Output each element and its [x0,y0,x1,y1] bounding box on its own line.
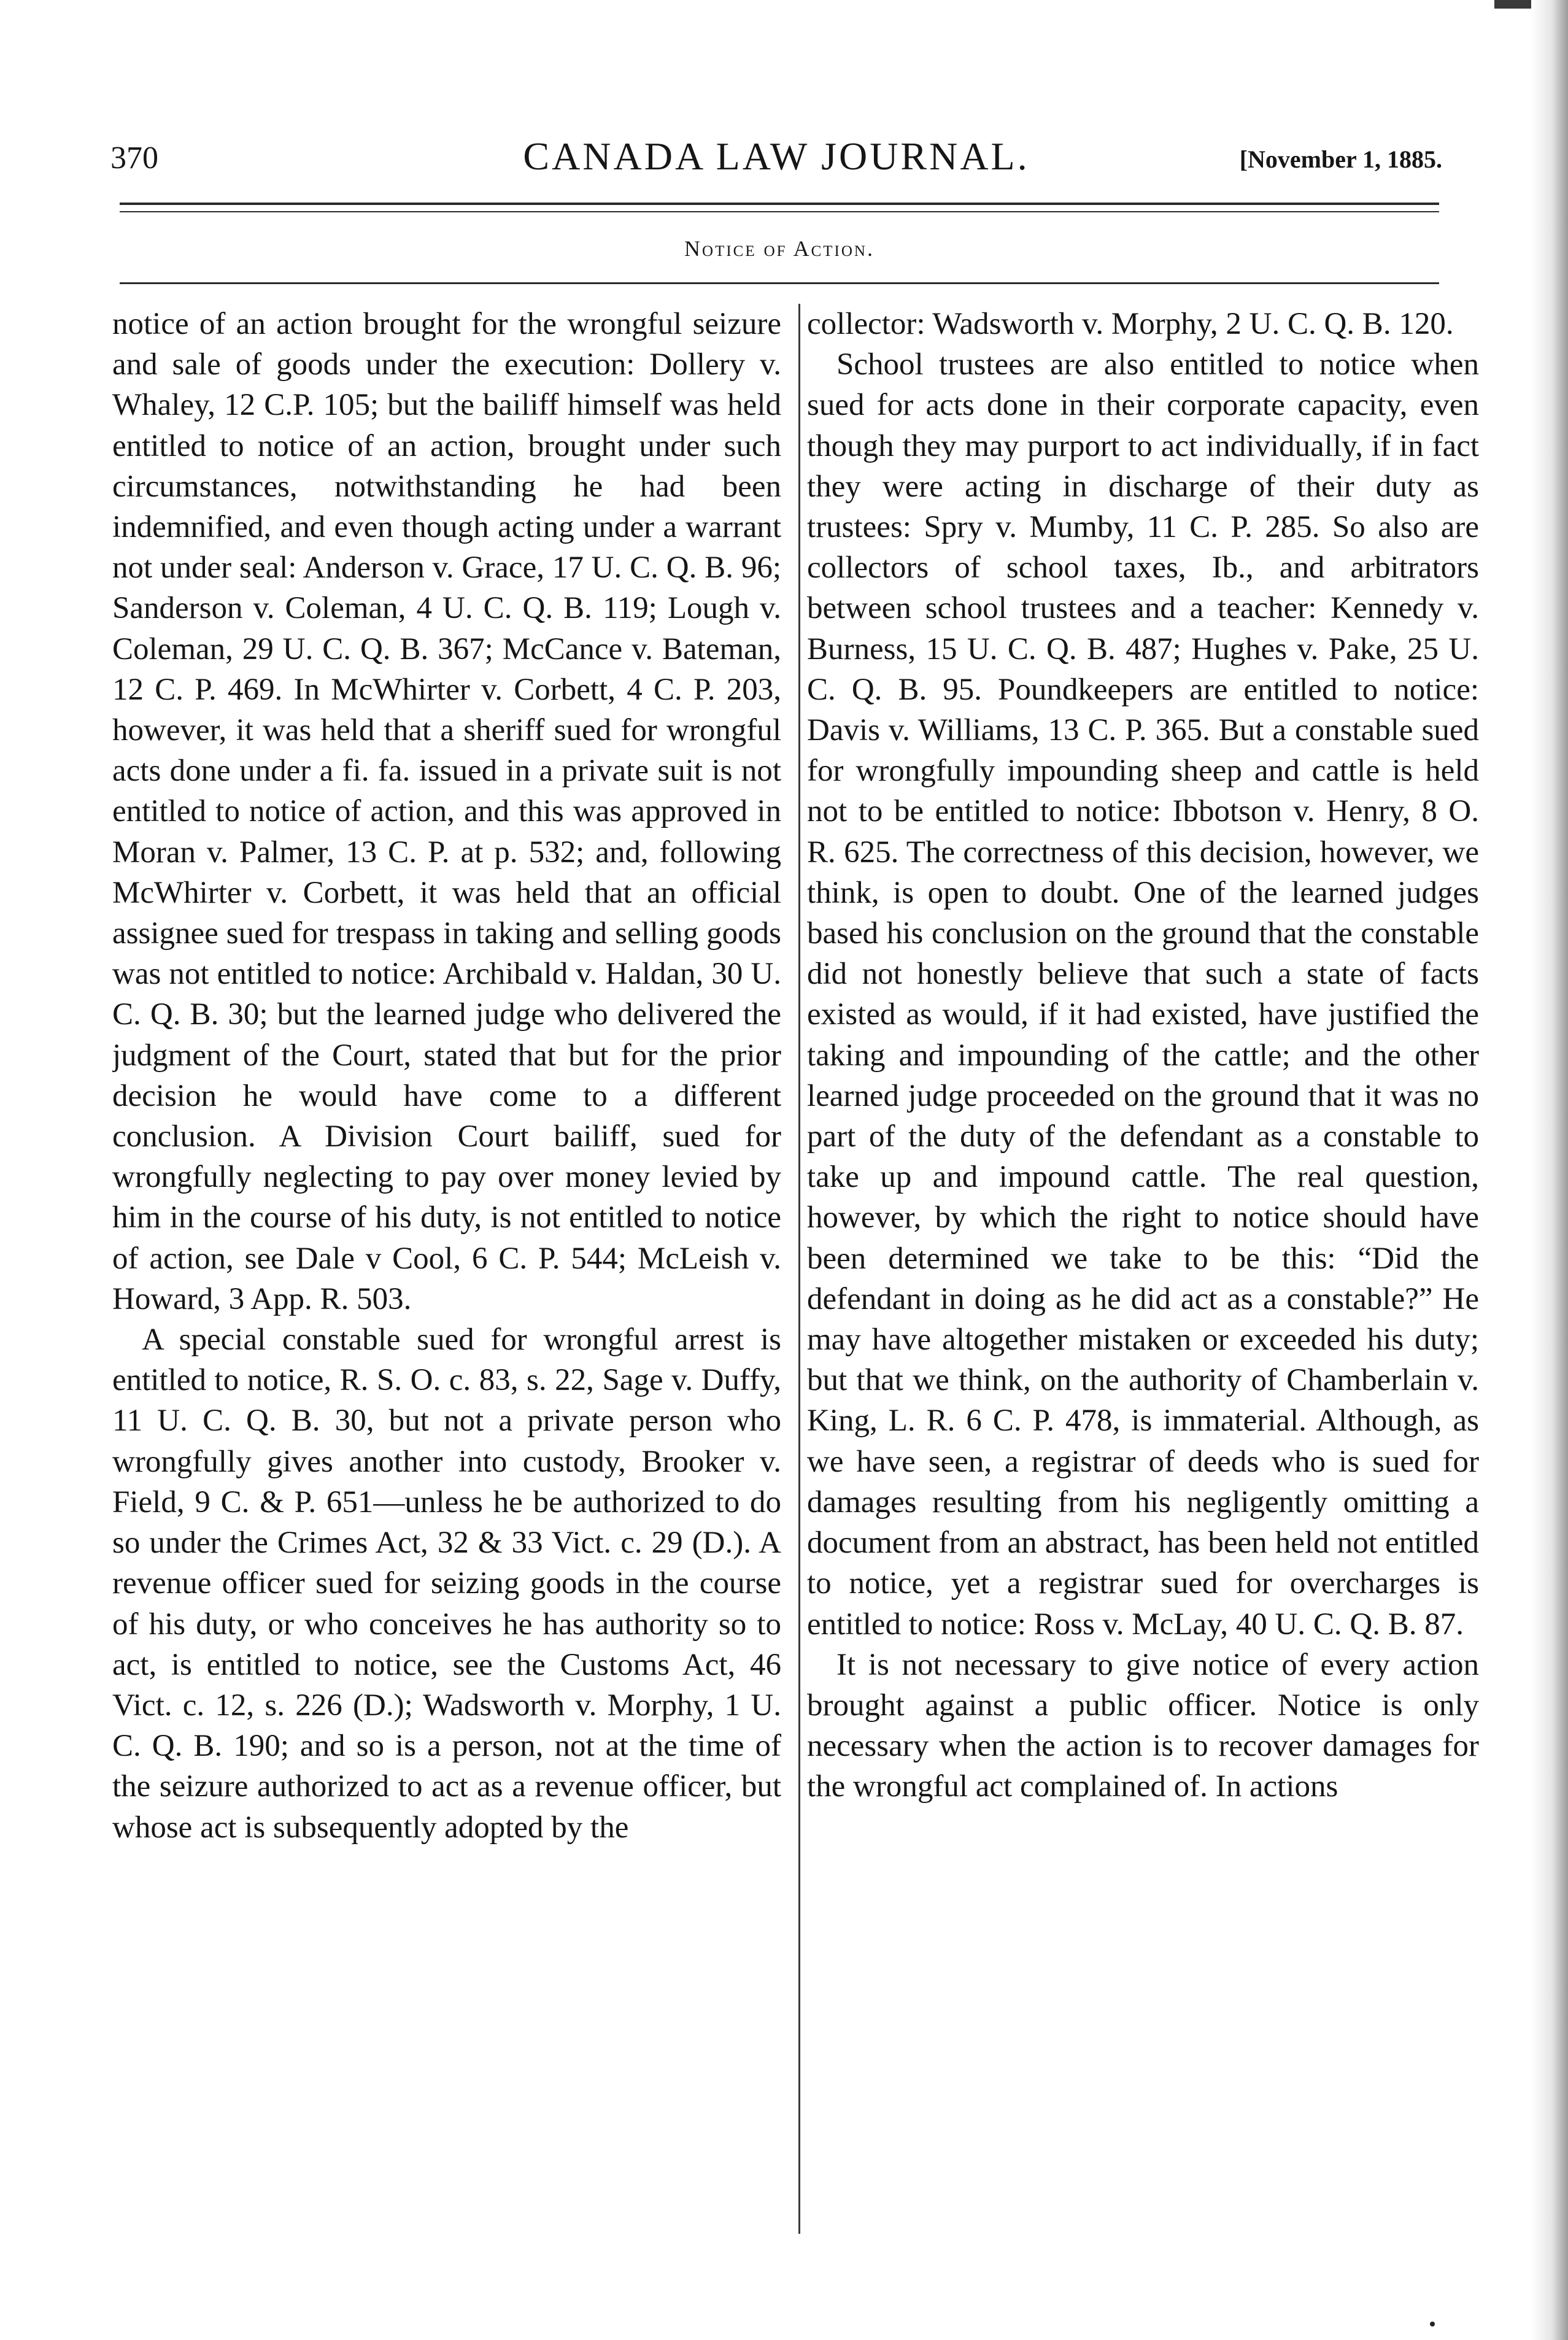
journal-title: CANADA LAW JOURNAL. [523,134,1030,178]
header-rule-thin [120,211,1439,212]
right-paragraph-3: It is not necessary to give notice of every action brought against a public officer. Notice is only necessary when the action is to recover damages for the wrongful act complained of. In actions [807,1647,1479,1804]
right-column [807,304,1479,2243]
column-divider [798,304,800,2234]
section-rule [120,282,1439,284]
issue-date: [November 1, 1885. [1239,145,1442,173]
left-paragraph-2: A special constable sued for wrongful arrest is entitled to notice, R. S. O. c. 83, s. 22, Sage v. Duffy, 11 U. C. Q. B. 30, but not a private person who wrongfully gives another into custody, Brooker v. Field, 9 C. & P. 651—unless he be authorized to do so under the Crimes Act, 32 & 33 Vict. c. 29 (D.). A revenue officer sued for seizing goods in the course of his duty, or who conceives he has authority so to act, is entitled to notice, see the Customs Act, 46 Vict. c. 12, s. 226 (D.); Wadsworth v. Morphy, 1 U. C. Q. B. 190; and so is a person, not at the time of the seizure authorized to act as a revenue officer, but whose act is subsequently adopted by the [112,1323,781,1845]
right-paragraph-2: School trustees are also entitled to notice when sued for acts done in their corporate capacity, even though they may purport to act individually, if in fact they were acting in discharge of their duty as trustees: Spry v. Mumby, 11 C. P. 285. So also are collectors of school taxes, Ib., and arbitrators between school trustees and a teacher: Kennedy v. Burness, 15 U. C. Q. B. 487; Hughes v. Pake, 25 U. C. Q. B. 95. Poundkeepers are entitled to notice: Davis v. Williams, 13 C. P. 365. But a constable sued for wrongfully impounding sheep and cattle is held not to be entitled to notice: Ibbotson v. Henry, 8 O. R. 625. The correctness of this decision, however, we think, is open to doubt. One of the learned judges based his conclusion on the ground that the constable did not honestly believe that such a state of facts existed as would, if it had existed, have justified the taking and impounding of the cattle; and the other learned judge proceeded on the ground that it was no part of the duty of the defendant as a constable to take up and impound cattle. The real question, however, by which the right to notice should have been determined we take to be this: “Did the defendant in doing as he did act as a constable?” He may have altogether mistaken or exceeded his duty; but that we think, on the authority of Chamberlain v. King, L. R. 6 C. P. 478, is immaterial. Although, as we have seen, a registrar of deeds who is sued for damages resulting from his negligently omitting a document from an abstract, has been held not entitled to notice, yet a registrar sued for overcharges is entitled to notice: Ross v. McLay, 40 U. C. Q. B. 87. [807,347,1479,1642]
section-title: Notice of Action. [684,236,875,261]
right-paragraph-1: collector: Wadsworth v. Morphy, 2 U. C. Q. B. 120. [807,307,1454,341]
scan-speck [1430,2322,1435,2326]
scan-right-edge [1531,0,1568,2340]
page-number: 370 [110,141,158,176]
left-paragraph-1: notice of an action brought for the wrongful seizure and sale of goods under the execution: Dollery v. Whaley, 12 C.P. 105; but the bailiff himself was held entitled to notice of an action, brought under such circumstances, notwithstanding he had been indemnified, and even though acting under a warrant not under seal: Anderson v. Grace, 17 U. C. Q. B. 96; Sanderson v. Coleman, 4 U. C. Q. B. 119; Lough v. Coleman, 29 U. C. Q. B. 367; McCance v. Bateman, 12 C. P. 469. In McWhirter v. Corbett, 4 C. P. 203, however, it was held that a sheriff sued for wrongful acts done under a fi. fa. issued in a private suit is not entitled to notice of action, and this was approved in Moran v. Palmer, 13 C. P. at p. 532; and, following McWhirter v. Corbett, it was held that an official assignee sued for trespass in taking and selling goods was not entitled to notice: Archibald v. Haldan, 30 U. C. Q. B. 30; but the learned judge who delivered the judgment of the Court, stated that but for the prior decision he would have come to a different conclusion. A Division Court bailiff, sued for wrongfully neglecting to pay over money levied by him in the course of his duty, is not entitled to notice of action, see Dale v Cool, 6 C. P. 544; McLeish v. Howard, 3 App. R. 503. [112,307,781,1316]
running-head [110,129,1442,184]
left-column [112,304,781,2243]
header-rule-thick [120,203,1439,205]
